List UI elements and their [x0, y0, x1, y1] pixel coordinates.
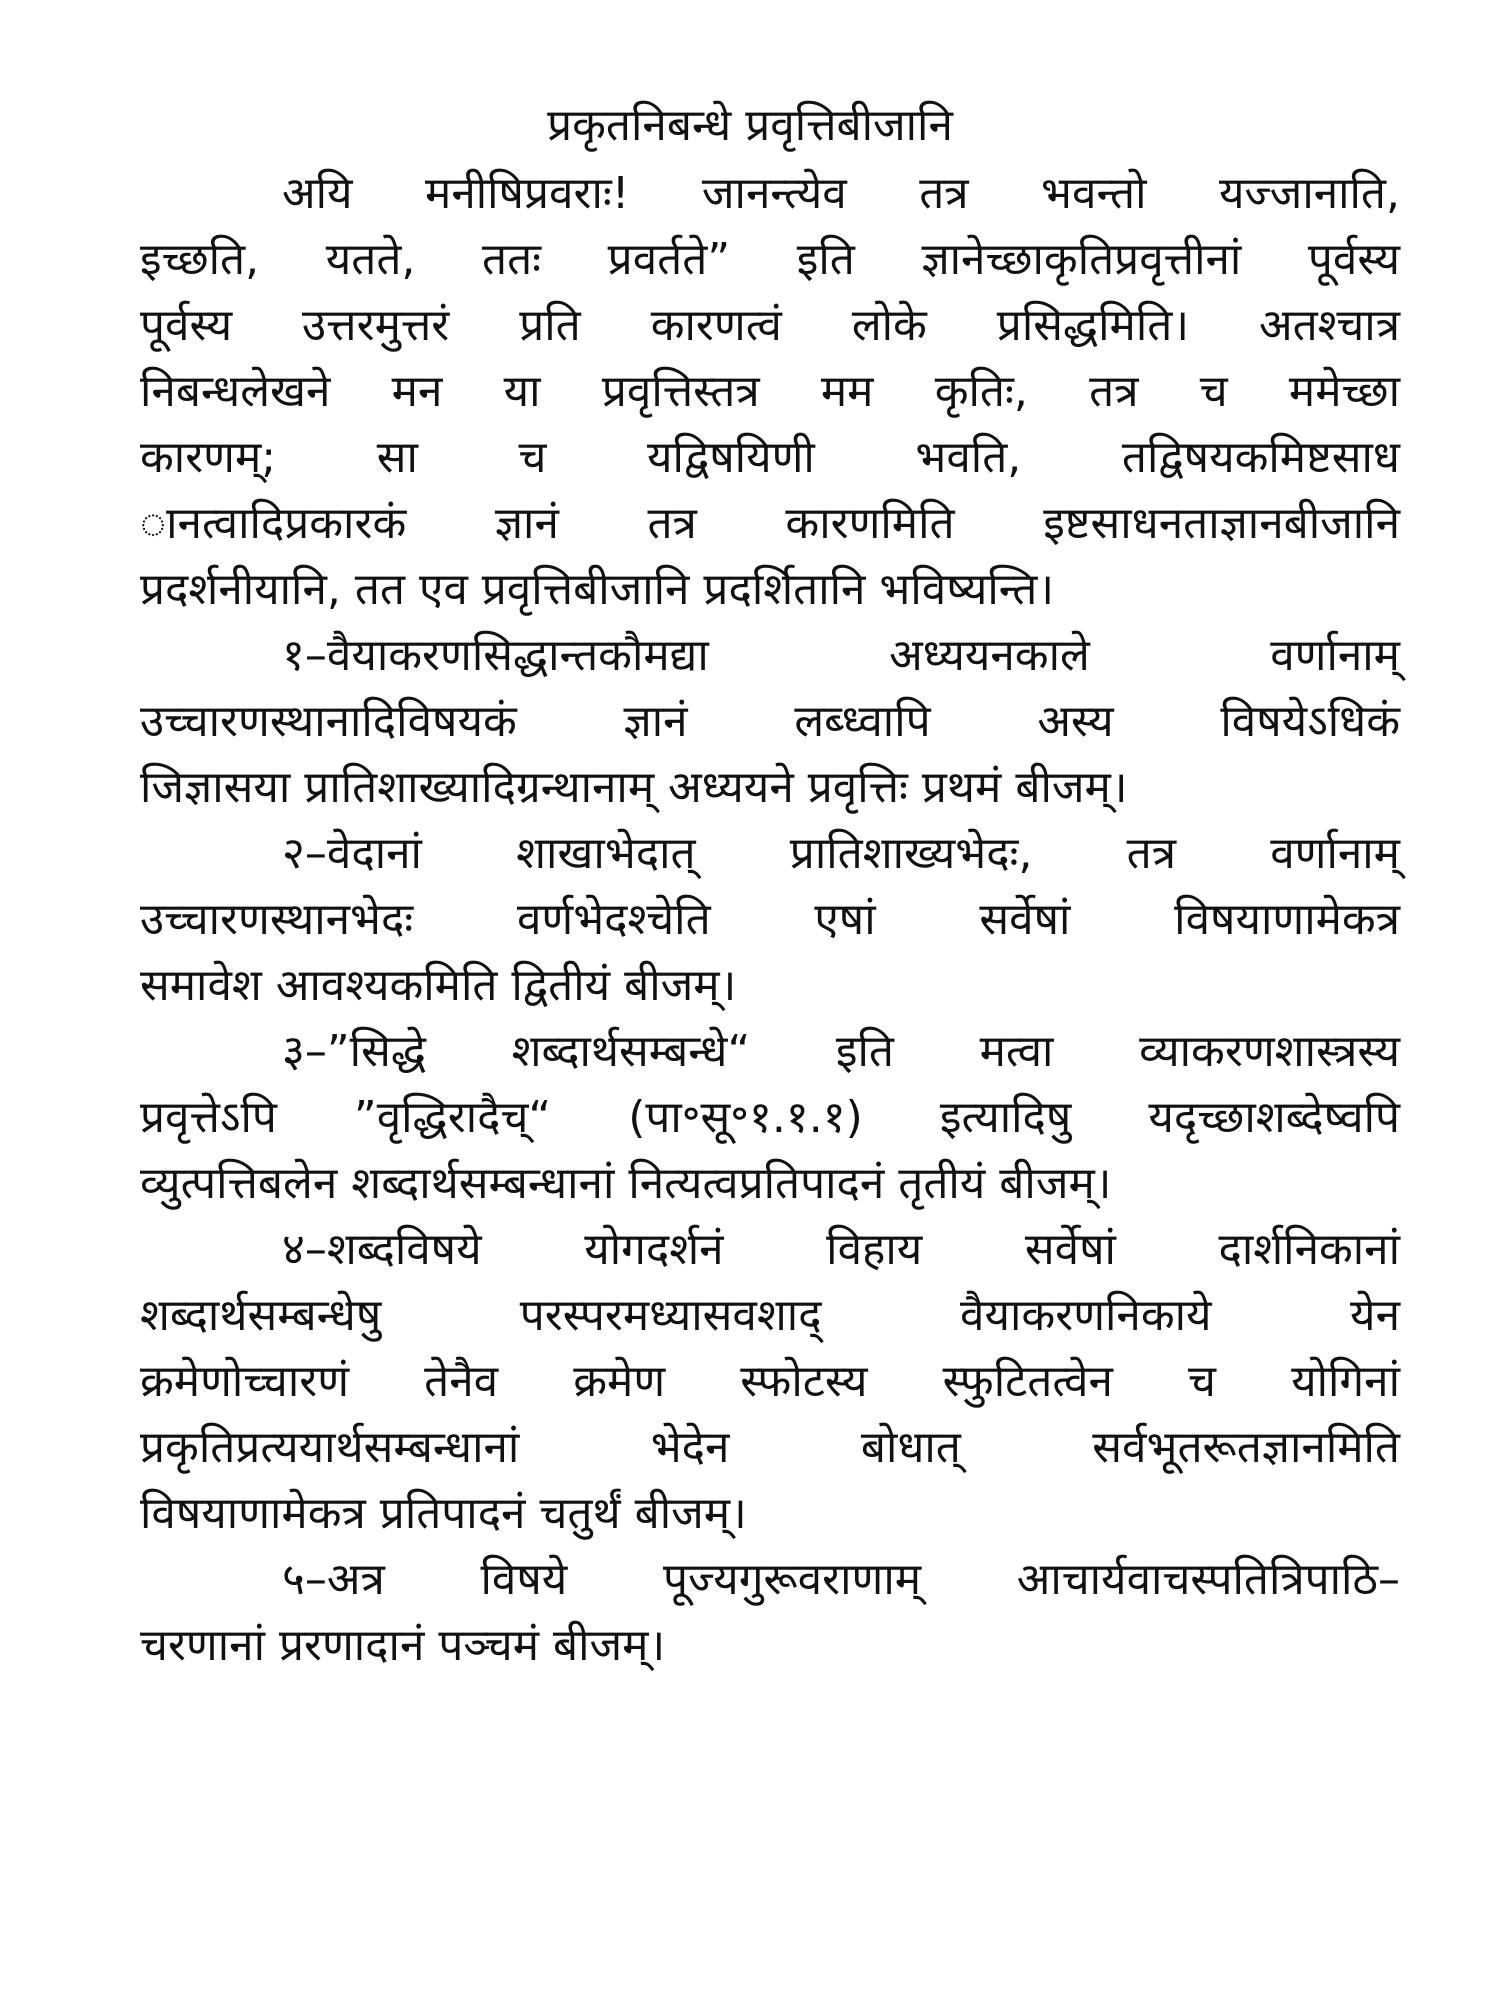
text-line-20: प्रकृतिप्रत्ययार्थसम्बन्धानां भेदेन बोधात् सर्वभूतरूतज्ञानमिति: [140, 1422, 1400, 1473]
text-line-12: उच्चारणस्थानभेदः वर्णभेदश्चेति एषां सर्वेषां विषयाणामेकत्र: [140, 894, 1400, 945]
text-line-10: जिज्ञासया प्रातिशाख्यादिग्रन्थानाम् अध्ययने प्रवृत्तिः प्रथमं बीजम्।: [140, 762, 1128, 813]
text-line-4: निबन्धलेखने मन या प्रवृत्तिस्तत्र मम कृतिः, तत्र च ममेच्छा: [140, 366, 1400, 417]
text-line-7: प्रदर्शनीयानि, तत एव प्रवृत्तिबीजानि प्रदर्शितानि भविष्यन्ति।: [140, 564, 1055, 615]
text-line-8: १–वैयाकरणसिद्धान्तकौमद्या अध्ययनकाले वर्णानाम्: [282, 630, 1400, 681]
text-line-13: समावेश आवश्यकमिति द्वितीयं बीजम्।: [140, 960, 737, 1011]
text-line-17: ४–शब्दविषये योगदर्शनं विहाय सर्वेषां दार्शनिकानां: [282, 1224, 1400, 1275]
text-line-9: उच्चारणस्थानादिविषयकं ज्ञानं लब्ध्वापि अस्य विषयेऽधिकं: [140, 696, 1400, 747]
text-line-18: शब्दार्थसम्बन्धेषु परस्परमध्यासवशाद् वैयाकरणनिकाये येन: [140, 1290, 1400, 1341]
text-line-14: ३–”सिद्धे शब्दार्थसम्बन्धे“ इति मत्वा व्याकरणशास्त्रस्य: [282, 1026, 1400, 1077]
text-line-21: विषयाणामेकत्र प्रतिपादनं चतुर्थं बीजम्।: [140, 1488, 747, 1539]
text-line-1: अयि मनीषिप्रवराः! जानन्त्येव तत्र भवन्तो यज्जानाति,: [282, 168, 1400, 219]
text-line-6: ानत्वादिप्रकारकं ज्ञानं तत्र कारणमिति इष्टसाधनताज्ञानबीजानि: [140, 498, 1400, 549]
text-line-22: ५–अत्र विषये पूज्यगुरूवराणाम् आचार्यवाचस्पतित्रिपाठि–: [282, 1554, 1400, 1605]
text-line-11: २–वेदानां शाखाभेदात् प्रातिशाख्यभेदः, तत्र वर्णानाम्: [282, 828, 1400, 879]
text-line-23: चरणानां प्ररणादानं पञ्चमं बीजम्।: [140, 1620, 666, 1671]
text-line-2: इच्छति, यतते, ततः प्रवर्तते” इति ज्ञानेच्छाकृतिप्रवृत्तीनां पूर्वस्य: [140, 234, 1400, 285]
text-line-3: पूर्वस्य उत्तरमुत्तरं प्रति कारणत्वं लोके प्रसिद्धमिति। अतश्चात्र: [140, 300, 1400, 351]
document-title: प्रकृतनिबन्धे प्रवृत्तिबीजानि: [547, 100, 953, 151]
text-line-5: कारणम्; सा च यद्विषयिणी भवति, तद्विषयकमिष्टसाध: [140, 432, 1400, 483]
text-line-15: प्रवृत्तेऽपि ”वृद्धिरादैच्“ (पा॰सू॰१.१.१) इत्यादिषु यदृच्छाशब्देष्वपि: [140, 1092, 1400, 1143]
text-line-16: व्युत्पत्तिबलेन शब्दार्थसम्बन्धानां नित्यत्वप्रतिपादनं तृतीयं बीजम्।: [140, 1158, 1112, 1209]
text-line-19: क्रमेणोच्चारणं तेनैव क्रमेण स्फोटस्य स्फुटितत्वेन च योगिनां: [140, 1356, 1400, 1407]
